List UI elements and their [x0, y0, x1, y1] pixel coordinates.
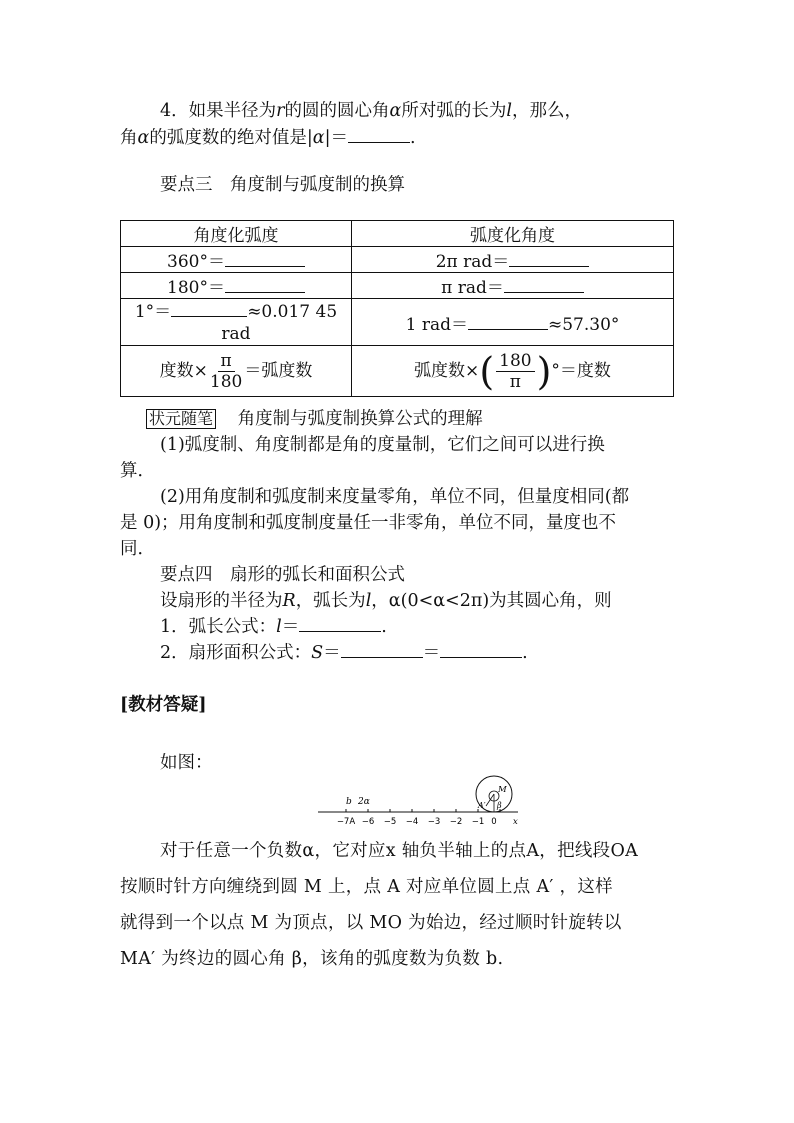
fraction: [496, 351, 534, 392]
formula-arc-length: [160, 614, 387, 640]
conversion-table: [120, 220, 674, 397]
text: ＝: [281, 617, 300, 637]
table-cell: 弧度数×( $\frac{180}{\pi}$ )°＝度数: [352, 346, 674, 397]
text: |＝: [324, 128, 348, 148]
table-cell: [121, 299, 352, 346]
text: ＝弧度数: [244, 360, 313, 381]
answer-blank[interactable]: [171, 300, 247, 317]
text: rad: [221, 323, 251, 344]
var-alpha: α: [137, 128, 150, 148]
text: ≈0.017 45: [247, 301, 338, 322]
text: ，弧长为: [295, 591, 366, 611]
text: ，那么，: [511, 101, 582, 121]
text: 4．如果半径为: [160, 101, 277, 121]
label-beta: β: [497, 801, 502, 810]
label-b: b: [346, 797, 352, 807]
answers-intro: 如图：: [160, 753, 213, 773]
item4-line1: [160, 98, 582, 124]
text: 度数×: [159, 360, 208, 381]
table-cell: [121, 273, 352, 299]
tick-label: 0: [491, 817, 497, 827]
text: ≈57.30°: [547, 314, 620, 335]
note-p2-l3: 同．: [120, 539, 155, 559]
note-p1-l2: 算．: [120, 461, 155, 481]
text: 2π rad＝: [435, 252, 510, 272]
label-x: x: [513, 817, 518, 827]
numerator: π: [218, 351, 235, 372]
tick-label: −7A: [336, 817, 356, 827]
answers-p-l4: MA′ 为终边的圆心角 β，该角的弧度数为负数 b.: [120, 949, 504, 969]
radius-MA: [486, 794, 494, 806]
note-p2-l2: 是 0)；用角度制和弧度制度量任一非零角，单位不同，量度也不: [120, 513, 617, 533]
formula-sector-area: [160, 640, 528, 666]
text: ＝: [422, 643, 441, 663]
table-cell: [352, 299, 674, 346]
tick-label: −3: [427, 817, 441, 827]
answer-blank[interactable]: [468, 313, 548, 330]
var-l: l: [276, 617, 282, 637]
denominator: 180: [209, 371, 243, 392]
answers-p-l2: 按顺时针方向缠绕到圆 M 上，点 A 对应单位圆上点 A′ ，这样: [120, 877, 613, 897]
answers-p-l1: 对于任意一个负数α，它对应x 轴负半轴上的点A，把线段OA: [160, 841, 639, 861]
answers-p-l3: 就得到一个以点 M 为顶点，以 MO 为始边，经过顺时针旋转以: [120, 913, 622, 933]
text: 的弧度数的绝对值是|: [149, 128, 313, 148]
answer-blank[interactable]: [341, 641, 423, 658]
note-p1-l1: (1)弧度制、角度制都是角的度量制，它们之间可以进行换: [160, 435, 605, 455]
answer-blank[interactable]: [504, 276, 584, 293]
text: π rad＝: [441, 278, 504, 298]
text: .: [381, 617, 387, 637]
answer-blank[interactable]: [440, 641, 522, 658]
var-alpha: α: [312, 128, 325, 148]
var-alpha: α: [389, 101, 402, 121]
text: 360°＝: [167, 252, 225, 272]
tick-label: −6: [361, 817, 375, 827]
number-line-figure: [310, 772, 530, 832]
table-row: [121, 247, 674, 273]
text: .: [522, 643, 528, 663]
label-M: M: [498, 785, 507, 795]
section3-heading: 要点三 角度制与弧度制的换算: [160, 175, 405, 195]
text: 设扇形的半径为: [160, 591, 283, 611]
table-row: [121, 346, 674, 397]
text: .: [409, 128, 416, 148]
text: 角: [120, 128, 138, 148]
table-cell: [121, 346, 352, 397]
table-row: [121, 273, 674, 299]
tick-label: −1: [471, 817, 485, 827]
fraction: [210, 351, 242, 392]
text: ，α(0<α<2π)为其圆心角，则: [371, 591, 612, 611]
table-row: [121, 221, 674, 247]
note-p2-l1: (2)用角度制和弧度制来度量零角，单位不同，但量度相同(都: [160, 487, 630, 507]
numerator: 180: [496, 351, 534, 372]
table-header-left: 角度化弧度: [121, 221, 352, 247]
note-title-line: [146, 406, 483, 432]
note-label: 状元随笔: [146, 409, 216, 429]
table-header-right: 弧度化角度: [352, 221, 674, 247]
var-r: r: [276, 101, 285, 121]
text: °＝度数: [551, 360, 611, 381]
tick-label: −2: [449, 817, 463, 827]
text: 2．扇形面积公式：: [160, 643, 312, 663]
note-title: 角度制与弧度制换算公式的理解: [237, 409, 483, 429]
answer-blank[interactable]: [225, 250, 305, 267]
text: 的圆的圆心角: [284, 101, 390, 121]
text: 1°＝: [134, 301, 172, 322]
table-row: [121, 299, 674, 346]
text: ＝: [323, 643, 341, 663]
text: 所对弧的长为: [401, 101, 507, 121]
answer-blank[interactable]: [509, 250, 589, 267]
denominator: π: [509, 371, 521, 392]
tick-label: −5: [383, 817, 397, 827]
label-A: A′: [478, 801, 486, 810]
section4-heading: 要点四 扇形的弧长和面积公式: [160, 565, 405, 585]
text: 弧度数×: [414, 360, 480, 381]
table-cell: [121, 247, 352, 273]
answer-blank[interactable]: [225, 276, 305, 293]
answer-blank[interactable]: [348, 126, 410, 143]
var-S: S: [311, 643, 324, 663]
table-cell: [352, 273, 674, 299]
var-l: l: [506, 101, 512, 121]
section4-intro: [160, 588, 612, 614]
answer-blank[interactable]: [299, 615, 381, 632]
answers-heading: [教材答疑]: [120, 695, 207, 715]
text: 1 rad＝: [405, 314, 468, 335]
table-cell: [352, 247, 674, 273]
text: 1．弧长公式：: [160, 617, 277, 637]
item4-line2: [120, 125, 416, 151]
label-2alpha: 2α: [358, 797, 370, 807]
text: 180°＝: [167, 278, 225, 298]
var-R: R: [282, 591, 296, 611]
tick-label: −4: [405, 817, 419, 827]
var-l: l: [365, 591, 372, 611]
